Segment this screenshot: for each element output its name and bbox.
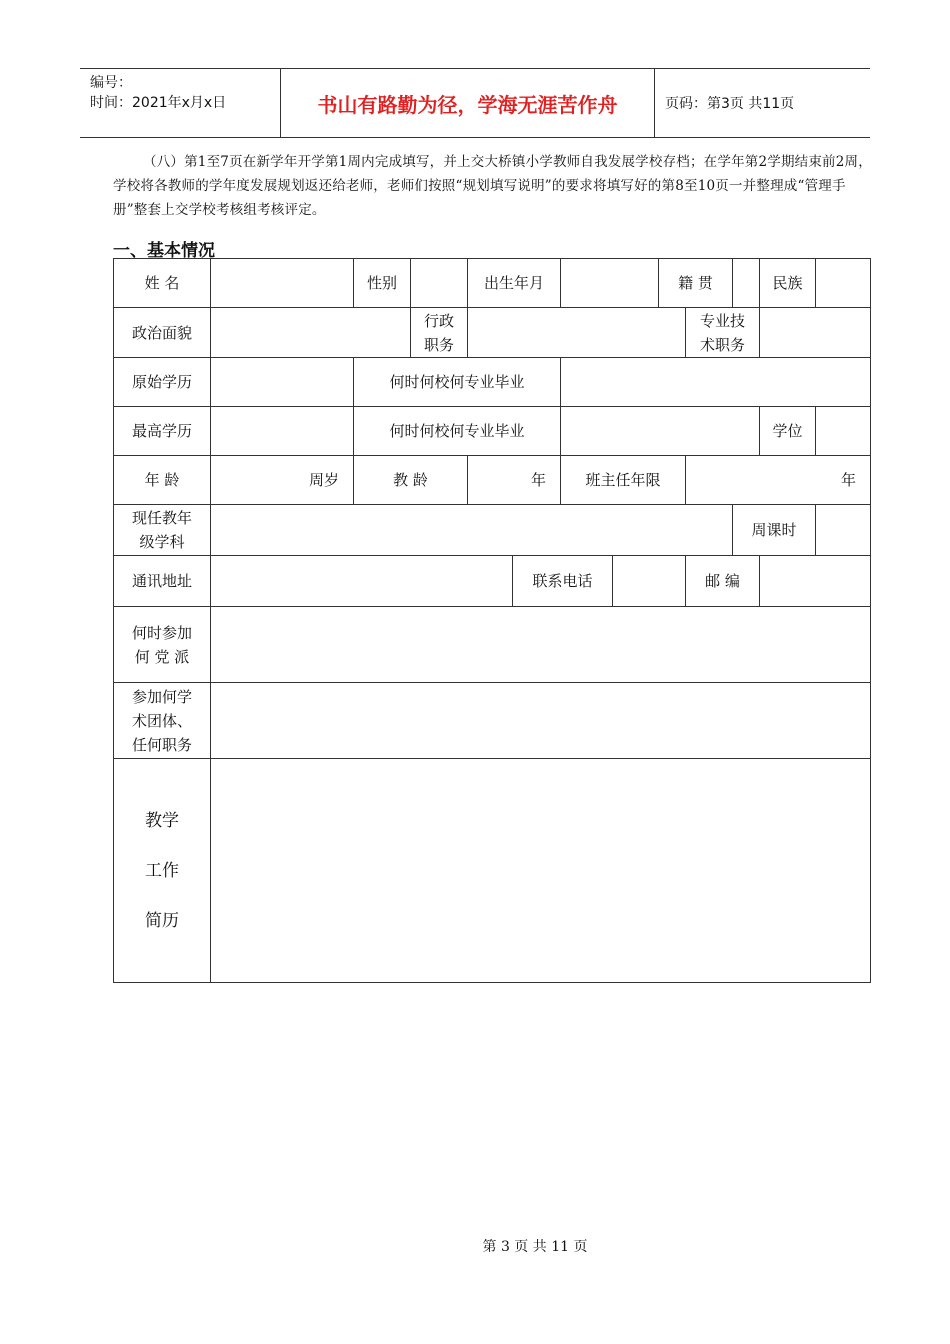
label-academic-groups: 参加何学 术团体、 任何职务 xyxy=(114,683,211,759)
label-gender: 性别 xyxy=(354,259,411,308)
field-teaching-resume[interactable] xyxy=(211,759,871,983)
label-admin-position: 行政 职务 xyxy=(411,308,468,358)
table-row xyxy=(114,407,871,456)
label-teaching-resume: 教学 工作 简历 xyxy=(114,759,211,983)
label-political-status: 政治面貌 xyxy=(114,308,211,358)
label-tech-position: 专业技 术职务 xyxy=(686,308,760,358)
label-grade-subject: 现任教年 级学科 xyxy=(114,505,211,556)
field-phone[interactable] xyxy=(613,556,686,607)
header-left xyxy=(80,69,281,137)
table-row xyxy=(114,607,871,683)
field-gender[interactable] xyxy=(411,259,468,308)
table-row xyxy=(114,505,871,556)
label-postcode: 邮 编 xyxy=(686,556,760,607)
field-weekly-hours[interactable] xyxy=(816,505,871,556)
label-graduation-info-1: 何时何校何专业毕业 xyxy=(354,358,561,407)
table-row xyxy=(114,556,871,607)
table-row xyxy=(114,456,871,505)
label-party: 何时参加 何 党 派 xyxy=(114,607,211,683)
basic-info-form xyxy=(113,258,871,983)
field-head-teacher-years[interactable]: 年 xyxy=(686,456,871,505)
label-birth: 出生年月 xyxy=(468,259,561,308)
field-name[interactable] xyxy=(211,259,354,308)
field-graduation-info-1[interactable] xyxy=(561,358,871,407)
doc-number: 编号： xyxy=(90,75,132,91)
label-head-teacher-years: 班主任年限 xyxy=(561,456,686,505)
field-teaching-years[interactable]: 年 xyxy=(468,456,561,505)
label-name: 姓 名 xyxy=(114,259,211,308)
field-academic-groups[interactable] xyxy=(211,683,871,759)
field-tech-position[interactable] xyxy=(760,308,871,358)
label-teaching-years: 教 龄 xyxy=(354,456,468,505)
table-row xyxy=(114,683,871,759)
label-highest-education: 最高学历 xyxy=(114,407,211,456)
table-row xyxy=(114,358,871,407)
label-age: 年 龄 xyxy=(114,456,211,505)
field-address[interactable] xyxy=(211,556,513,607)
page-footer: 第 3 页 共 11 页 xyxy=(482,1239,588,1255)
label-address: 通讯地址 xyxy=(114,556,211,607)
field-ethnicity[interactable] xyxy=(816,259,871,308)
label-original-education: 原始学历 xyxy=(114,358,211,407)
label-native-place: 籍 贯 xyxy=(659,259,733,308)
label-ethnicity: 民族 xyxy=(760,259,816,308)
label-degree: 学位 xyxy=(760,407,816,456)
table-row xyxy=(114,759,871,983)
field-party[interactable] xyxy=(211,607,871,683)
table-row xyxy=(114,259,871,308)
label-weekly-hours: 周课时 xyxy=(733,505,816,556)
field-postcode[interactable] xyxy=(760,556,871,607)
doc-time: 时间：2021年x月x日 xyxy=(90,95,227,111)
field-graduation-info-2[interactable] xyxy=(561,407,760,456)
field-political-status[interactable] xyxy=(211,308,411,358)
field-native-place[interactable] xyxy=(733,259,760,308)
header-motto: 书山有路勤为径，学海无涯苦作舟 xyxy=(281,69,655,137)
header-page-number: 页码：第3页 共11页 xyxy=(665,96,795,112)
label-phone: 联系电话 xyxy=(513,556,613,607)
intro-paragraph: （八）第1至7页在新学年开学第1周内完成填写，并上交大桥镇小学教师自我发展学校存档；在学年第2学期结束前2周，学校将各教师的学年度发展规划返还给老师，老师们按照“规划填写说明”的要求将填写好的第8至10页一并整理成“管理手册”整套上交学校考核组考核评定。 xyxy=(113,154,872,218)
field-birth[interactable] xyxy=(561,259,659,308)
label-graduation-info-2: 何时何校何专业毕业 xyxy=(354,407,561,456)
page-header xyxy=(80,68,870,138)
section-title: 一、基本情况 xyxy=(113,241,215,261)
field-degree[interactable] xyxy=(816,407,871,456)
field-highest-education[interactable] xyxy=(211,407,354,456)
table-row xyxy=(114,308,871,358)
field-age[interactable]: 周岁 xyxy=(211,456,354,505)
field-original-education[interactable] xyxy=(211,358,354,407)
field-grade-subject[interactable] xyxy=(211,505,733,556)
field-admin-position[interactable] xyxy=(468,308,686,358)
